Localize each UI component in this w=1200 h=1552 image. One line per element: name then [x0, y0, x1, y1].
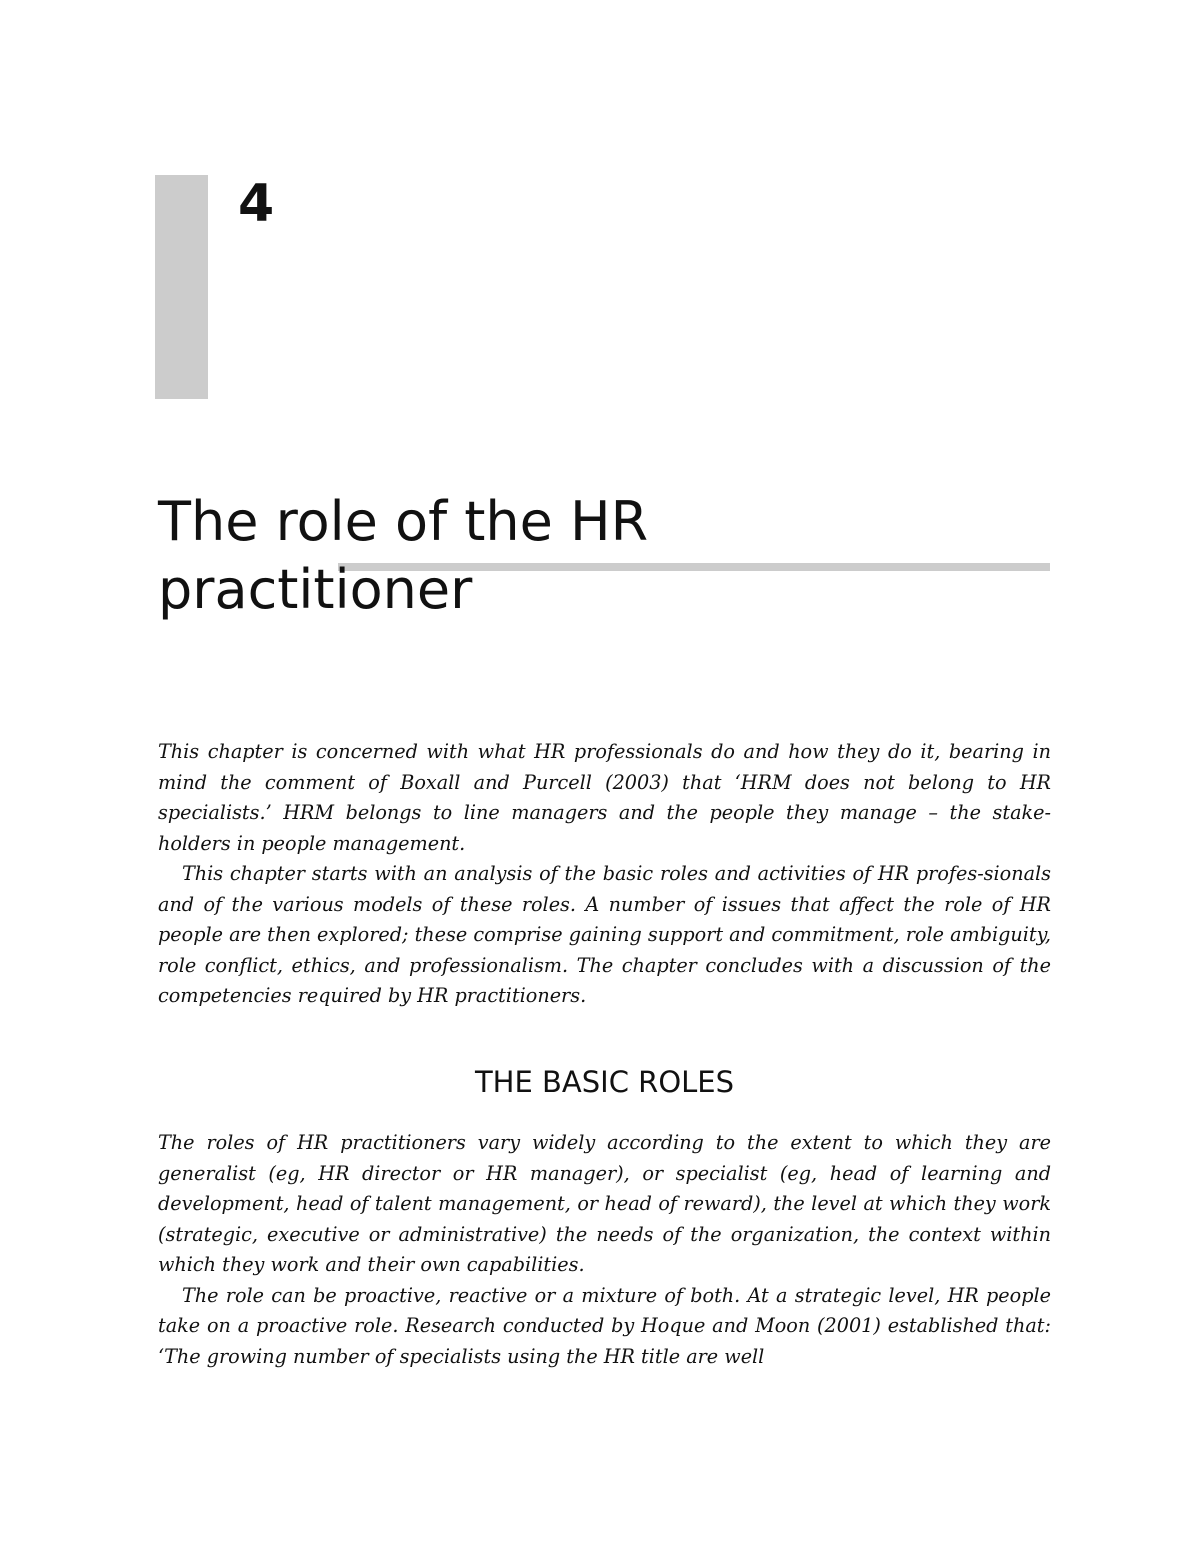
section-heading: THE BASIC ROLES [474, 1065, 735, 1099]
chapter-number: 4 [238, 174, 275, 234]
body-paragraph: The roles of HR practitioners vary widely according to the extent to which they are generalist (eg, HR director or HR manager), or specialist (eg, head of learning and development, head of talent management, or head of reward), the level at which they work (strategic, executive or administrative) the needs of the organization, the context within which they work and their own capabilities. [158, 1131, 1051, 1276]
chapter-title [158, 488, 858, 624]
chapter-title-line-1: The role of the HR [158, 490, 649, 553]
intro-paragraph: This chapter starts with an analysis of the basic roles and activities of HR profes-sionals and of the various models of these roles. A number of issues that affect the role of HR people are then explored; these comprise gaining support and commitment, role ambiguity, role conflict, ethics, and professionalism. The chapter concludes with a discussion of the competencies required by HR practitioners. [158, 862, 1051, 1007]
intro-paragraph: This chapter is concerned with what HR professionals do and how they do it, bearing in mind the comment of Boxall and Purcell (2003) that ‘HRM does not belong to HR specialists.’ HRM belongs to line managers and the people they manage – the stake-holders in people management. [158, 740, 1051, 855]
chapter-marker-bar [155, 175, 208, 399]
body-paragraph: The role can be proactive, reactive or a mixture of both. At a strategic level, HR people take on a proactive role. Research conducted by Hoque and Moon (2001) established that: ‘The growing number of specialists using the HR title are well [158, 1283, 1051, 1368]
chapter-title-line-2: practitioner [158, 558, 473, 621]
section-body [158, 1128, 1051, 1372]
chapter-introduction [158, 737, 1051, 1012]
